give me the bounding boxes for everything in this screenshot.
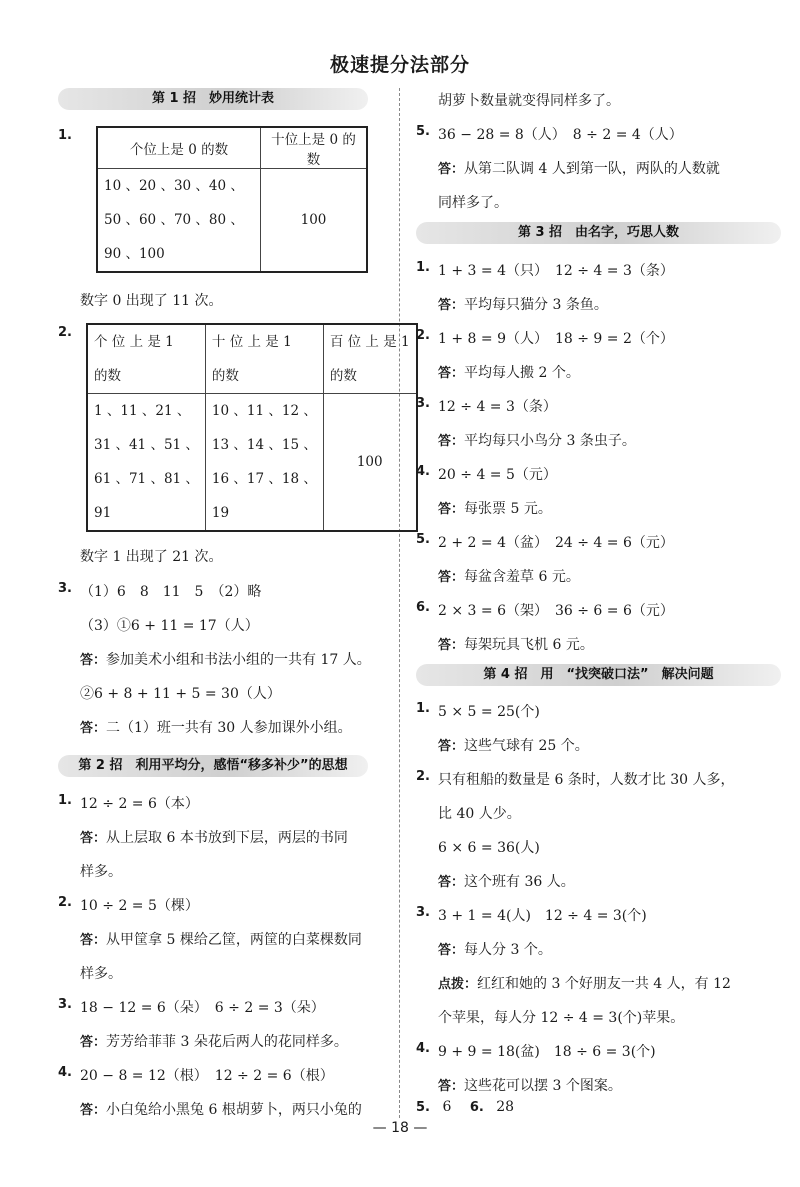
answer-label: 答： [438,366,465,381]
tip-text: 红红和她的 3 个好朋友一共 4 人，有 12 [477,976,731,992]
question-number: 4. [58,1065,72,1080]
answer-line [416,1099,514,1115]
answer-line: 样多。 [80,864,122,880]
section-banner-2: 第 2 招 利用平均分，感悟“移多补少”的思想 [58,755,368,777]
table-cell-line: 的数 [211,368,239,384]
tip-label: 点拨： [438,977,478,992]
answer-label: 答： [438,570,465,585]
answer-line [438,430,636,450]
section-banner-3: 第 3 招 由名字，巧思人数 [416,222,781,244]
equation: 10 ÷ 2 = 5（棵） [80,898,199,914]
table-cell [97,169,261,273]
answer-value: 6 [442,1099,452,1115]
answer-text: 参加美术小组和书法小组的一共有 17 人。 [106,652,371,668]
answer-label: 答： [438,434,465,449]
answer-line [438,498,552,518]
question-number: 1. [58,793,72,808]
answer-label: 答： [80,831,107,846]
answer-line [438,1075,622,1095]
answer-line [438,158,720,178]
answer-line [80,717,352,737]
table-header-cell: 个位上是 0 的数 [97,127,261,169]
answer-text: 芳芳给菲菲 3 朵花后两人的花同样多。 [106,1034,348,1050]
answer-line: 样多。 [80,966,122,982]
table-cell-line: 的数 [329,368,357,384]
question-number: 3. [58,581,72,596]
page-title: 极速提分法部分 [329,54,470,76]
question-number: 2. [58,325,72,340]
table-cell-line: 的数 [94,368,121,384]
question-number: 1. [416,260,430,275]
answer-line [438,362,580,382]
equation: 20 ÷ 4 = 5（元） [438,467,557,483]
answer-text: 每张票 5 元。 [464,501,552,517]
answer-line [438,735,589,755]
table-cell: 100 [323,394,416,532]
table-header-cell [87,324,205,394]
answer-line [80,827,348,847]
answer-text: 从甲筐拿 5 棵给乙筐，两筐的白菜棵数同 [106,932,362,948]
answer-text: 平均每只猫分 3 条鱼。 [464,297,608,313]
question-number: 3. [58,997,72,1012]
answer-text: 这些花可以摆 3 个图案。 [464,1078,622,1094]
question-number: 6. [416,600,430,615]
answer-line [80,1031,348,1051]
question-number: 1. [58,128,72,143]
answer-text: 平均每人搬 2 个。 [464,365,580,381]
page-number: — 18 — [372,1120,428,1136]
question-number: 2. [416,769,430,784]
question-number: 3. [416,905,430,920]
table-cell-line: 90 、100 [104,246,165,262]
table-cell-line: 十 位 上 是 1 [211,334,292,350]
answer-text: 每盆含羞草 6 元。 [464,569,580,585]
answer-line [80,929,362,949]
answer-line: 同样多了。 [438,195,508,211]
answer-text: 每人分 3 个。 [464,942,552,958]
note-text: 数字 1 出现了 21 次。 [80,549,223,565]
table-cell-line: 19 [211,505,230,521]
answer-label: 答： [80,1035,107,1050]
equation: 5 × 5 = 25(个) [438,704,540,720]
question-number: 1. [416,701,430,716]
answer-line [438,566,580,586]
answer-line [80,1099,362,1119]
answer-label: 答： [438,1079,465,1094]
answer-line [438,871,575,891]
answer-label: 答： [438,638,465,653]
equation: 1 + 8 = 9（人） 18 ÷ 9 = 2（个） [438,331,674,347]
tip-line: 个苹果，每人分 12 ÷ 4 = 3(个)苹果。 [438,1010,685,1026]
answer-line [438,939,552,959]
table-cell-line: 61 、71 、81 、 [94,471,199,487]
continued-text: 胡萝卜数量就变得同样多了。 [438,93,620,109]
table-cell-line: 个 位 上 是 1 [94,334,174,350]
answer-text: 小白兔给小黑兔 6 根胡萝卜，两只小兔的 [106,1102,362,1118]
answer-text: 二（1）班一共有 30 人参加课外小组。 [106,720,352,736]
answer-label: 答： [80,653,107,668]
answer-line [438,294,608,314]
answer-label: 答： [438,502,465,517]
equation: 9 + 9 = 18(盆) 18 ÷ 6 = 3(个) [438,1044,656,1060]
question-number: 5. [416,1100,430,1115]
answer-text: 这些气球有 25 个。 [464,738,589,754]
table-header-cell [323,324,416,394]
tip-line [438,973,731,993]
table-cell [205,394,323,532]
table-cell-line: 百 位 上 是 1 [329,334,410,350]
table-cell-line: 91 [94,505,112,521]
equation: 20 − 8 = 12（根） 12 ÷ 2 = 6（根） [80,1068,334,1084]
answer-label: 答： [438,739,465,754]
equation: 12 ÷ 2 = 6（本） [80,796,199,812]
table-cell [87,394,205,532]
answer-text: 平均每只小鸟分 3 条虫子。 [464,433,636,449]
equation: 3 + 1 = 4(人) 12 ÷ 4 = 3(个) [438,908,647,924]
section-banner-4: 第 4 招 用 “找突破口法” 解决问题 [416,664,781,686]
answer-text: 每架玩具飞机 6 元。 [464,637,594,653]
question-number: 5. [416,532,430,547]
answer-line [438,634,594,654]
equation: 1 + 3 = 4（只） 12 ÷ 4 = 3（条） [438,263,674,279]
answer-line: （3）①6 + 11 = 17（人） [80,618,259,634]
equation: 6 × 6 = 36(人) [438,840,540,856]
answer-line: （1）6 8 11 5 （2）略 [80,584,262,600]
answer-label: 答： [438,298,465,313]
question-number: 4. [416,464,430,479]
table-cell-line: 10 、20 、30 、40 、 [104,178,244,194]
answer-text: 从第二队调 4 人到第一队，两队的人数就 [464,161,720,177]
question-number: 2. [58,895,72,910]
equation: 2 + 2 = 4（盆） 24 ÷ 4 = 6（元） [438,535,674,551]
table-cell: 100 [261,169,368,273]
question-number: 2. [416,328,430,343]
table-cell-line: 16 、17 、18 、 [211,471,317,487]
equation: 18 − 12 = 6（朵） 6 ÷ 2 = 3（朵） [80,1000,325,1016]
answer-label: 答： [438,875,465,890]
note-text: 数字 0 出现了 11 次。 [80,293,223,309]
column-divider [399,88,400,1118]
table-cell-line: 50 、60 、70 、80 、 [104,212,244,228]
stats-table-1 [96,126,368,273]
table-header-cell [205,324,323,394]
answer-text: 这个班有 36 人。 [464,874,575,890]
answer-line: 只有租船的数量是 6 条时，人数才比 30 人多， [438,772,735,788]
answer-label: 答： [438,943,465,958]
equation: 2 × 3 = 6（架） 36 ÷ 6 = 6（元） [438,603,674,619]
answer-line: 比 40 人少。 [438,806,521,822]
table-cell-line: 31 、41 、51 、 [94,437,199,453]
section-banner-1: 第 1 招 妙用统计表 [58,88,368,110]
table-header-cell: 十位上是 0 的数 [261,127,368,169]
answer-line: ②6 + 8 + 11 + 5 = 30（人） [80,686,281,702]
answer-value: 28 [496,1099,515,1115]
table-cell-line: 13 、14 、15 、 [211,437,317,453]
answer-label: 答： [438,162,465,177]
equation: 12 ÷ 4 = 3（条） [438,399,557,415]
equation: 36 − 28 = 8（人） 8 ÷ 2 = 4（人） [438,127,683,143]
answer-label: 答： [80,721,107,736]
answer-label: 答： [80,933,107,948]
question-number: 6. [469,1100,484,1115]
question-number: 4. [416,1041,430,1056]
answer-line [80,649,371,669]
table-cell-line: 10 、11 、12 、 [211,403,317,419]
answer-label: 答： [80,1103,107,1118]
question-number: 3. [416,396,430,411]
table-cell-line: 1 、11 、21 、 [94,403,191,419]
question-number: 5. [416,124,430,139]
stats-table-2 [86,323,418,532]
answer-text: 从上层取 6 本书放到下层，两层的书同 [106,830,348,846]
